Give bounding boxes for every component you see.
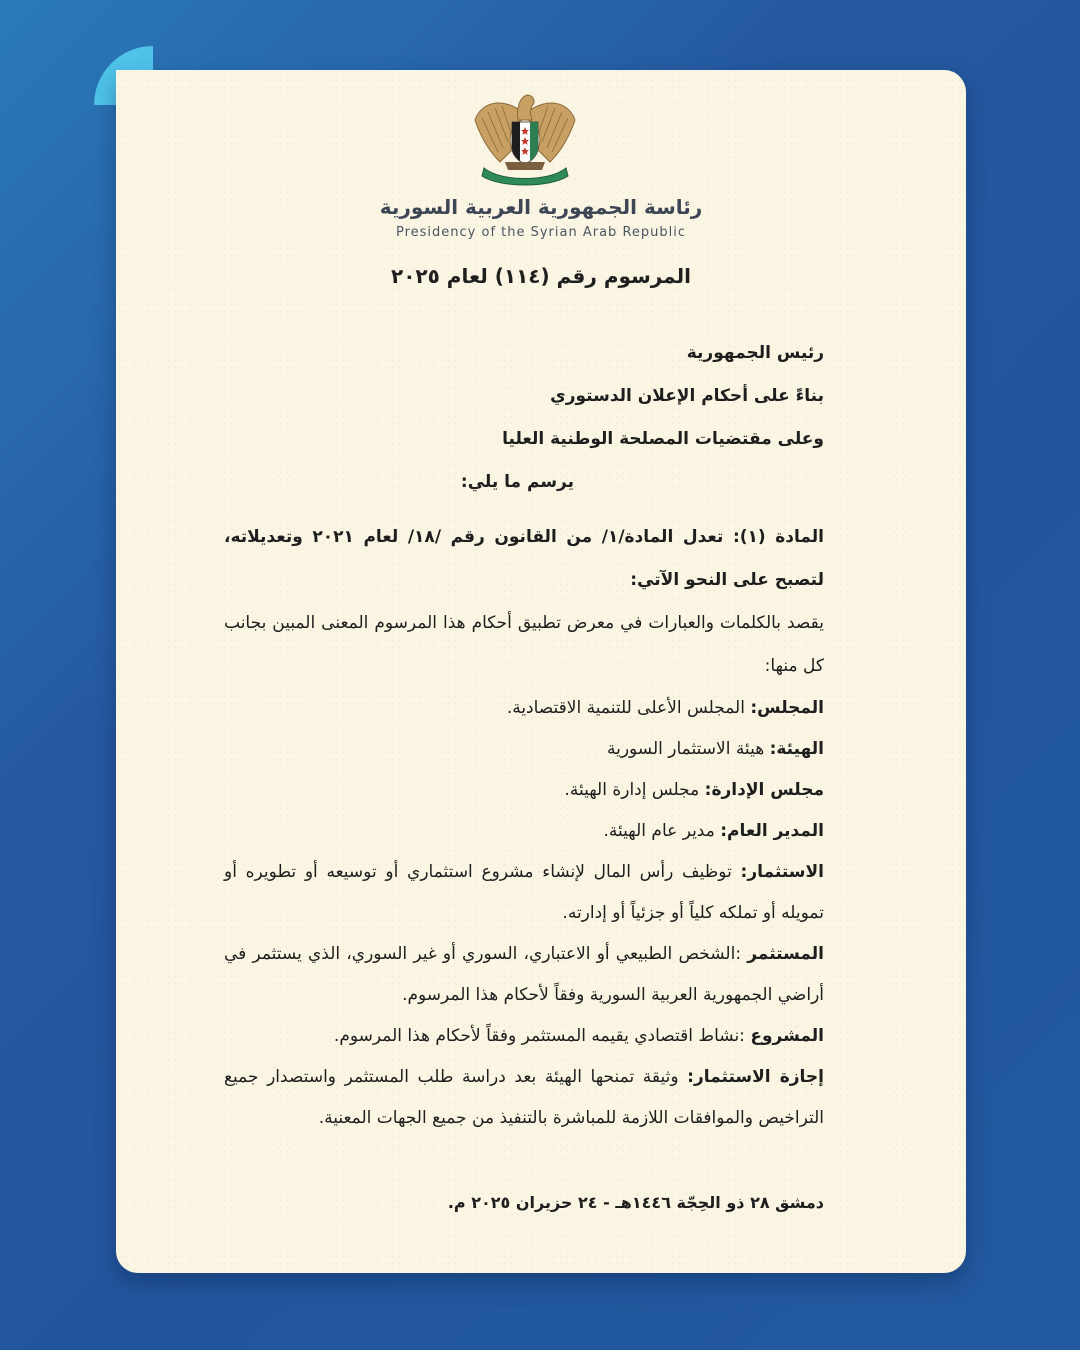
definition-text: :نشاط اقتصادي يقيمه المستثمر وفقاً لأحكام هذا المرسوم. <box>333 1026 751 1046</box>
definition-text: توظيف رأس المال لإنشاء مشروع استثماري أو توسيعه أو تطويره أو تمويله أو تملكه كلياً أو جزئياً أو إدارته. <box>224 862 824 923</box>
definition-term: المدير العام: <box>720 821 824 841</box>
article-1-heading: المادة (١): تعدل المادة/١/ من القانون رقم /١٨/ لعام ٢٠٢١ وتعديلاته، لتصبح على النحو الآتي: <box>224 527 824 590</box>
decrees-following: يرسم ما يلي: <box>460 472 574 492</box>
definition-project <box>224 1016 824 1057</box>
decree-document <box>116 70 966 1273</box>
definition-text: وثيقة تمنحها الهيئة بعد دراسة طلب المستثمر واستصدار جميع التراخيص والموافقات اللازمة للمباشرة بالتنفيذ من جميع الجهات المعنية. <box>224 1067 824 1128</box>
place-and-date: دمشق ٢٨ ذو الحِجّة ١٤٤٦هـ - ٢٤ حزيران ٢٠٢٥ م. <box>447 1193 824 1212</box>
definition-text: المجلس الأعلى للتنمية الاقتصادية. <box>506 698 751 718</box>
decree-body <box>224 332 824 1139</box>
definition-council <box>224 688 824 729</box>
definition-term: المشروع <box>750 1026 824 1046</box>
definition-term: الاستثمار: <box>740 862 824 882</box>
syrian-eagle-emblem-icon <box>470 90 580 190</box>
definition-investor <box>224 934 824 1016</box>
definition-investment <box>224 852 824 934</box>
definition-term: مجلس الإدارة: <box>704 780 824 800</box>
decree-title: المرسوم رقم (١١٤) لعام ٢٠٢٥ <box>391 264 691 288</box>
organization-name-arabic: رئاسة الجمهورية العربية السورية <box>379 195 703 219</box>
definition-term: إجازة الاستثمار: <box>687 1067 825 1087</box>
preamble-president: رئيس الجمهورية <box>686 343 824 363</box>
definition-board <box>224 770 824 811</box>
preamble-national-interest: وعلى مقتضيات المصلحة الوطنية العليا <box>502 429 824 449</box>
article-1-intro: يقصد بالكلمات والعبارات في معرض تطبيق أحكام هذا المرسوم المعنى المبين بجانب كل منها: <box>224 613 824 676</box>
definition-term: المستثمر <box>747 944 824 964</box>
definition-director-general <box>224 811 824 852</box>
definition-text: مدير عام الهيئة. <box>603 821 721 841</box>
organization-name-english: Presidency of the Syrian Arab Republic <box>395 225 687 240</box>
preamble-constitution: بناءً على أحكام الإعلان الدستوري <box>550 386 824 406</box>
definition-investment-license <box>224 1057 824 1139</box>
definition-term: المجلس: <box>750 698 824 718</box>
definition-text: هيئة الاستثمار السورية <box>606 739 770 759</box>
definition-term: الهيئة: <box>769 739 824 759</box>
definition-authority <box>224 729 824 770</box>
definition-text: :الشخص الطبيعي أو الاعتباري، السوري أو غير السوري، الذي يستثمر في أراضي الجمهورية العربية السورية وفقاً لأحكام هذا المرسوم. <box>224 944 824 1005</box>
definition-text: مجلس إدارة الهيئة. <box>564 780 705 800</box>
